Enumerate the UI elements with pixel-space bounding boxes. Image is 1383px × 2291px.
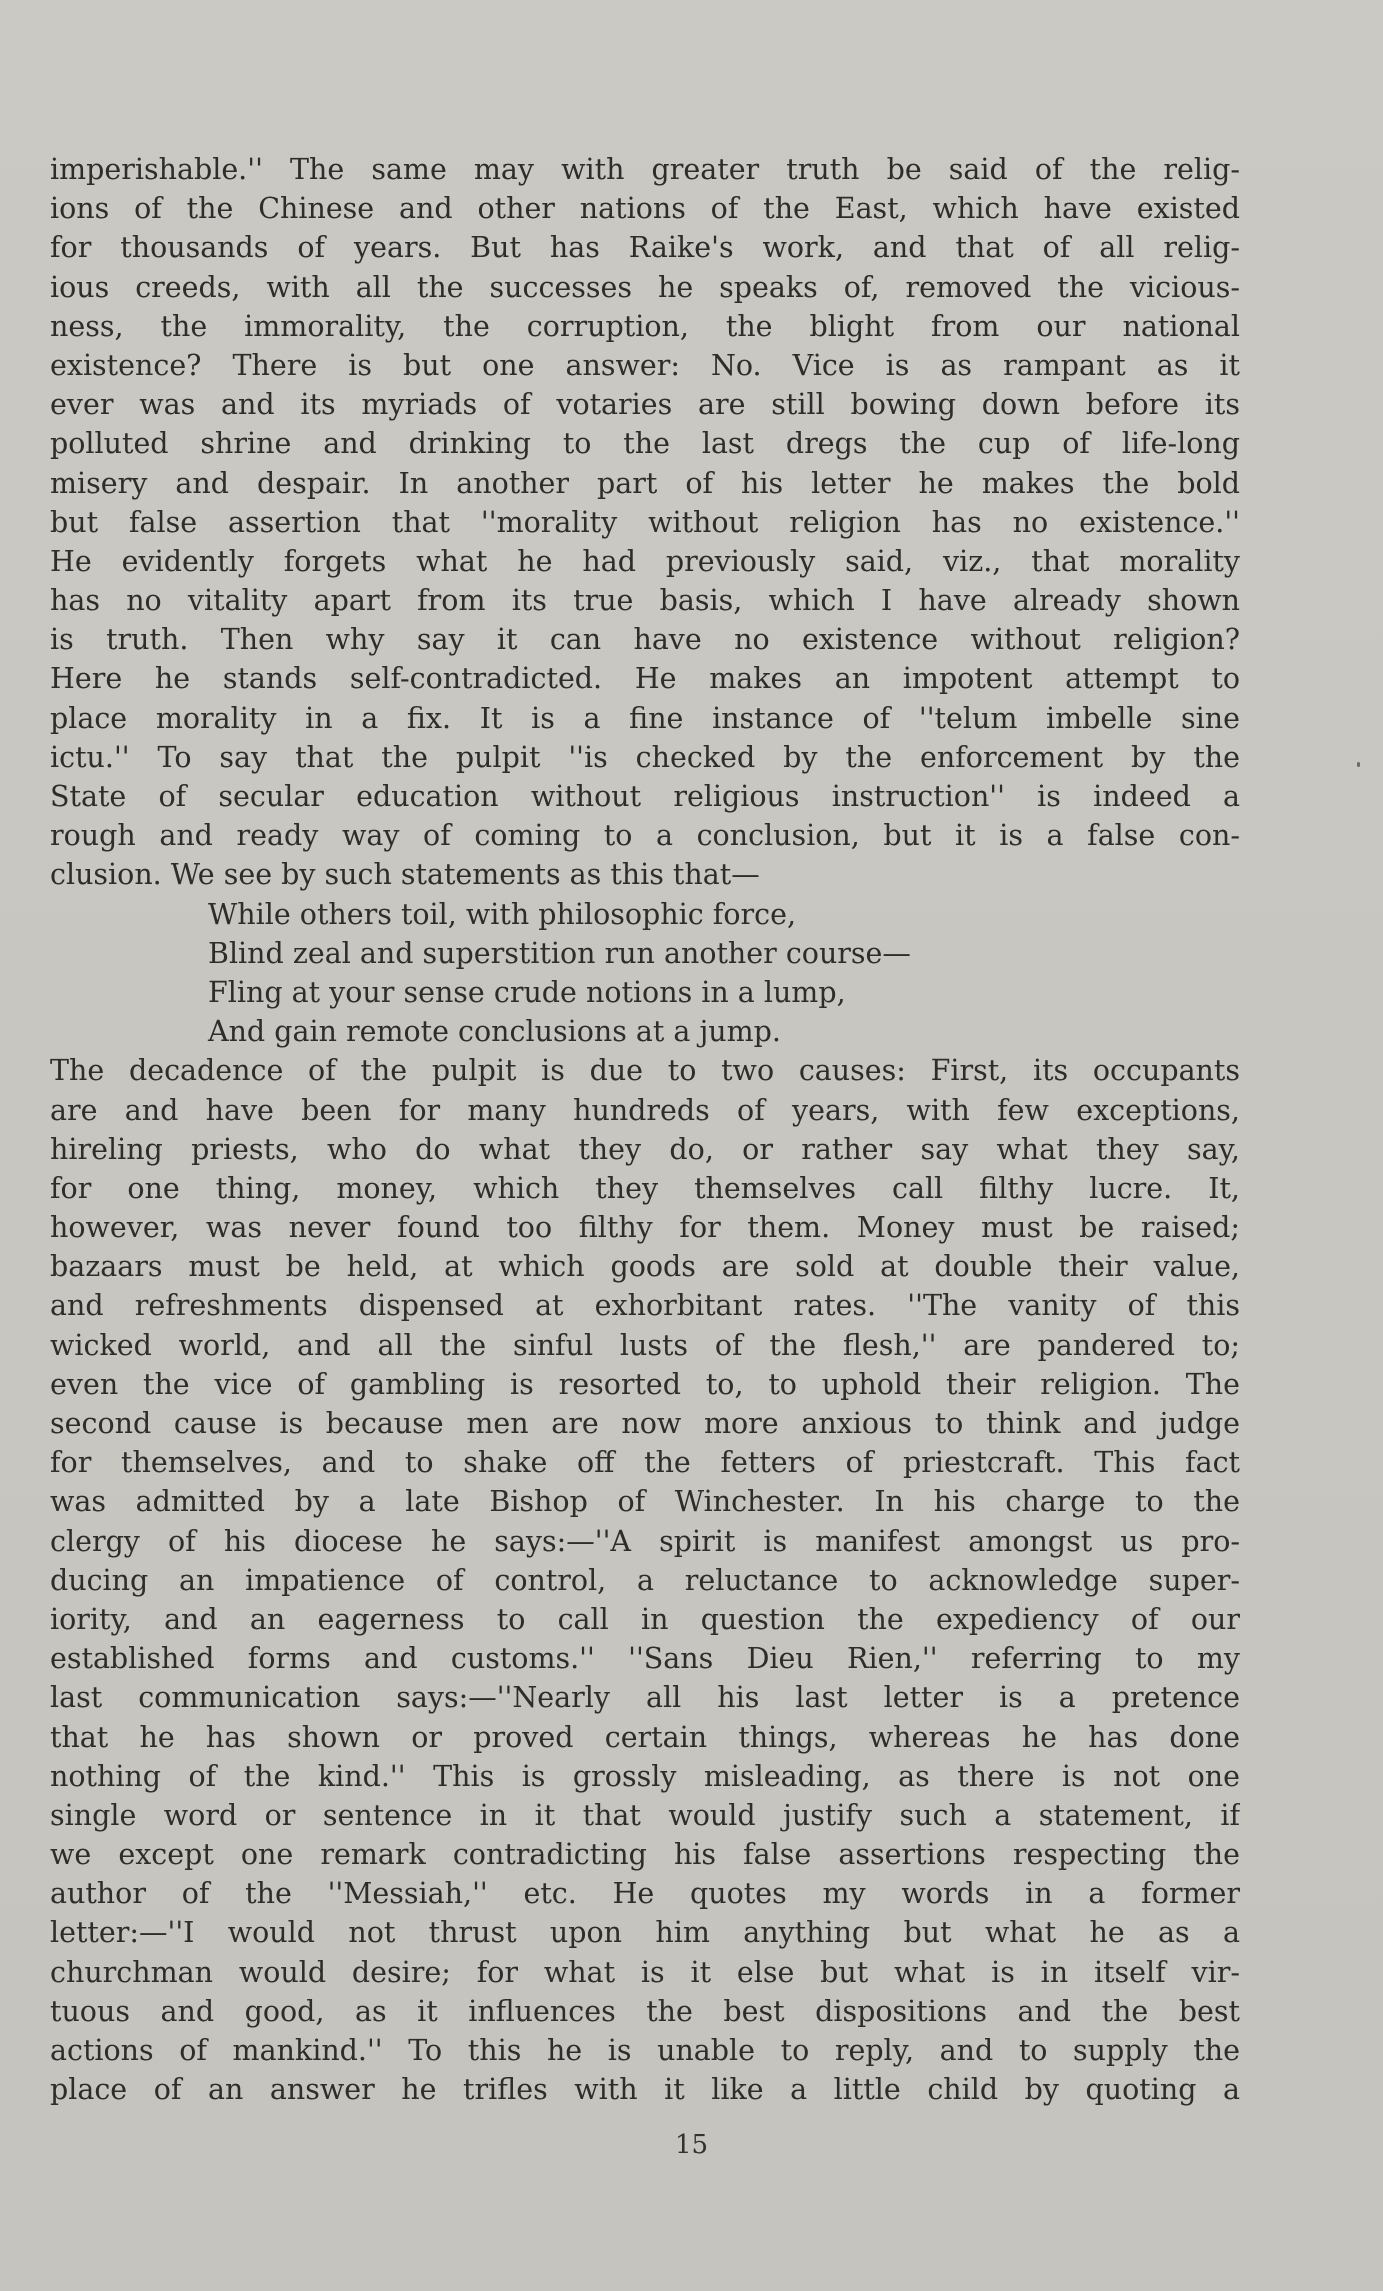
text-line: for one thing, money, which they themselves call filthy lucre. It,	[50, 1171, 1240, 1205]
verse-line: And gain remote conclusions at a jump.	[208, 1015, 781, 1049]
text-line: wicked world, and all the sinful lusts of the flesh,'' are pandered to;	[50, 1328, 1240, 1362]
paper-speck	[1357, 762, 1360, 767]
text-line: and refreshments dispensed at exhorbitant rates. ''The vanity of this	[50, 1289, 1240, 1323]
text-line: nothing of the kind.'' This is grossly misleading, as there is not one	[50, 1759, 1240, 1793]
text-line: ictu.'' To say that the pulpit ''is checked by the enforcement by the	[50, 740, 1240, 774]
text-line: established forms and customs.'' ''Sans Dieu Rien,'' referring to my	[50, 1642, 1240, 1676]
text-line: hireling priests, who do what they do, or rather say what they say,	[50, 1132, 1240, 1166]
text-line: ious creeds, with all the successes he speaks of, removed the vicious-	[50, 270, 1240, 304]
text-line: that he has shown or proved certain things, whereas he has done	[50, 1720, 1240, 1754]
text-line: but false assertion that ''morality without religion has no existence.''	[50, 505, 1240, 539]
text-line: actions of mankind.'' To this he is unable to reply, and to supply the	[50, 2034, 1240, 2067]
text-line: however, was never found too filthy for them. Money must be raised;	[50, 1211, 1240, 1245]
text-line: imperishable.'' The same may with greater truth be said of the relig-	[50, 153, 1240, 186]
paragraph-1	[50, 150, 1240, 895]
paragraph-2	[50, 1051, 1240, 2109]
verse-line: Blind zeal and superstition run another course—	[208, 936, 911, 970]
text-line: we except one remark contradicting his false assertions respecting the	[50, 1838, 1240, 1872]
text-line: bazaars must be held, at which goods are sold at double their value,	[50, 1250, 1240, 1284]
text-line: place of an answer he trifles with it like a little child by quoting a	[50, 2073, 1240, 2107]
text-line: misery and despair. In another part of his letter he makes the bold	[50, 466, 1240, 500]
text-line: ions of the Chinese and other nations of the East, which have existed	[50, 192, 1240, 226]
text-line: single word or sentence in it that would justify such a statement, if	[50, 1798, 1240, 1832]
text-line: has no vitality apart from its true basis, which I have already shown	[50, 584, 1240, 618]
text-line: for thousands of years. But has Raike's work, and that of all relig-	[50, 231, 1240, 265]
page-number: 15	[674, 2130, 709, 2160]
verse-line: While others toil, with philosophic force,	[208, 897, 797, 931]
text-line: Here he stands self-contradicted. He makes an impotent attempt to	[50, 662, 1240, 696]
text-line: was admitted by a late Bishop of Winchester. In his charge to the	[50, 1485, 1240, 1519]
text-line: second cause is because men are now more anxious to think and judge	[50, 1407, 1240, 1440]
text-line: clergy of his diocese he says:—''A spirit is manifest amongst us pro-	[50, 1524, 1240, 1558]
text-line: The decadence of the pulpit is due to two causes: First, its occupants	[50, 1054, 1240, 1088]
text-line: last communication says:—''Nearly all his last letter is a pretence	[50, 1681, 1240, 1715]
text-line: place morality in a fix. It is a fine instance of ''telum imbelle sine	[50, 701, 1240, 735]
text-line: tuous and good, as it influences the best dispositions and the best	[50, 1994, 1240, 2028]
verse-line: Fling at your sense crude notions in a lump,	[208, 975, 846, 1009]
text-line: He evidently forgets what he had previously said, viz., that morality	[50, 544, 1240, 578]
text-line: clusion. We see by such statements as this that—	[50, 858, 760, 892]
verse-quote	[50, 895, 1240, 1052]
text-line: ducing an impatience of control, a reluctance to acknowledge super-	[50, 1563, 1240, 1597]
text-line: ever was and its myriads of votaries are still bowing down before its	[50, 388, 1240, 422]
text-line: churchman would desire; for what is it else but what is in itself vir-	[50, 1955, 1240, 1989]
text-line: ness, the immorality, the corruption, the blight from our national	[50, 309, 1240, 343]
text-line: is truth. Then why say it can have no existence without religion?	[50, 623, 1240, 657]
text-line: existence? There is but one answer: No. Vice is as rampant as it	[50, 348, 1240, 382]
text-line: iority, and an eagerness to call in question the expediency of our	[50, 1602, 1240, 1636]
text-line: polluted shrine and drinking to the last dregs the cup of life-long	[50, 427, 1240, 461]
text-line: are and have been for many hundreds of years, with few exceptions,	[50, 1093, 1240, 1127]
text-line: State of secular education without religious instruction'' is indeed a	[50, 780, 1240, 813]
text-line: rough and ready way of coming to a conclusion, but it is a false con-	[50, 819, 1240, 853]
text-line: letter:—''I would not thrust upon him anything but what he as a	[50, 1916, 1240, 1950]
text-line: for themselves, and to shake off the fetters of priestcraft. This fact	[50, 1446, 1240, 1480]
text-line: author of the ''Messiah,'' etc. He quotes my words in a former	[50, 1877, 1240, 1911]
text-line: even the vice of gambling is resorted to, to uphold their religion. The	[50, 1367, 1240, 1401]
body-text	[50, 150, 1240, 2109]
